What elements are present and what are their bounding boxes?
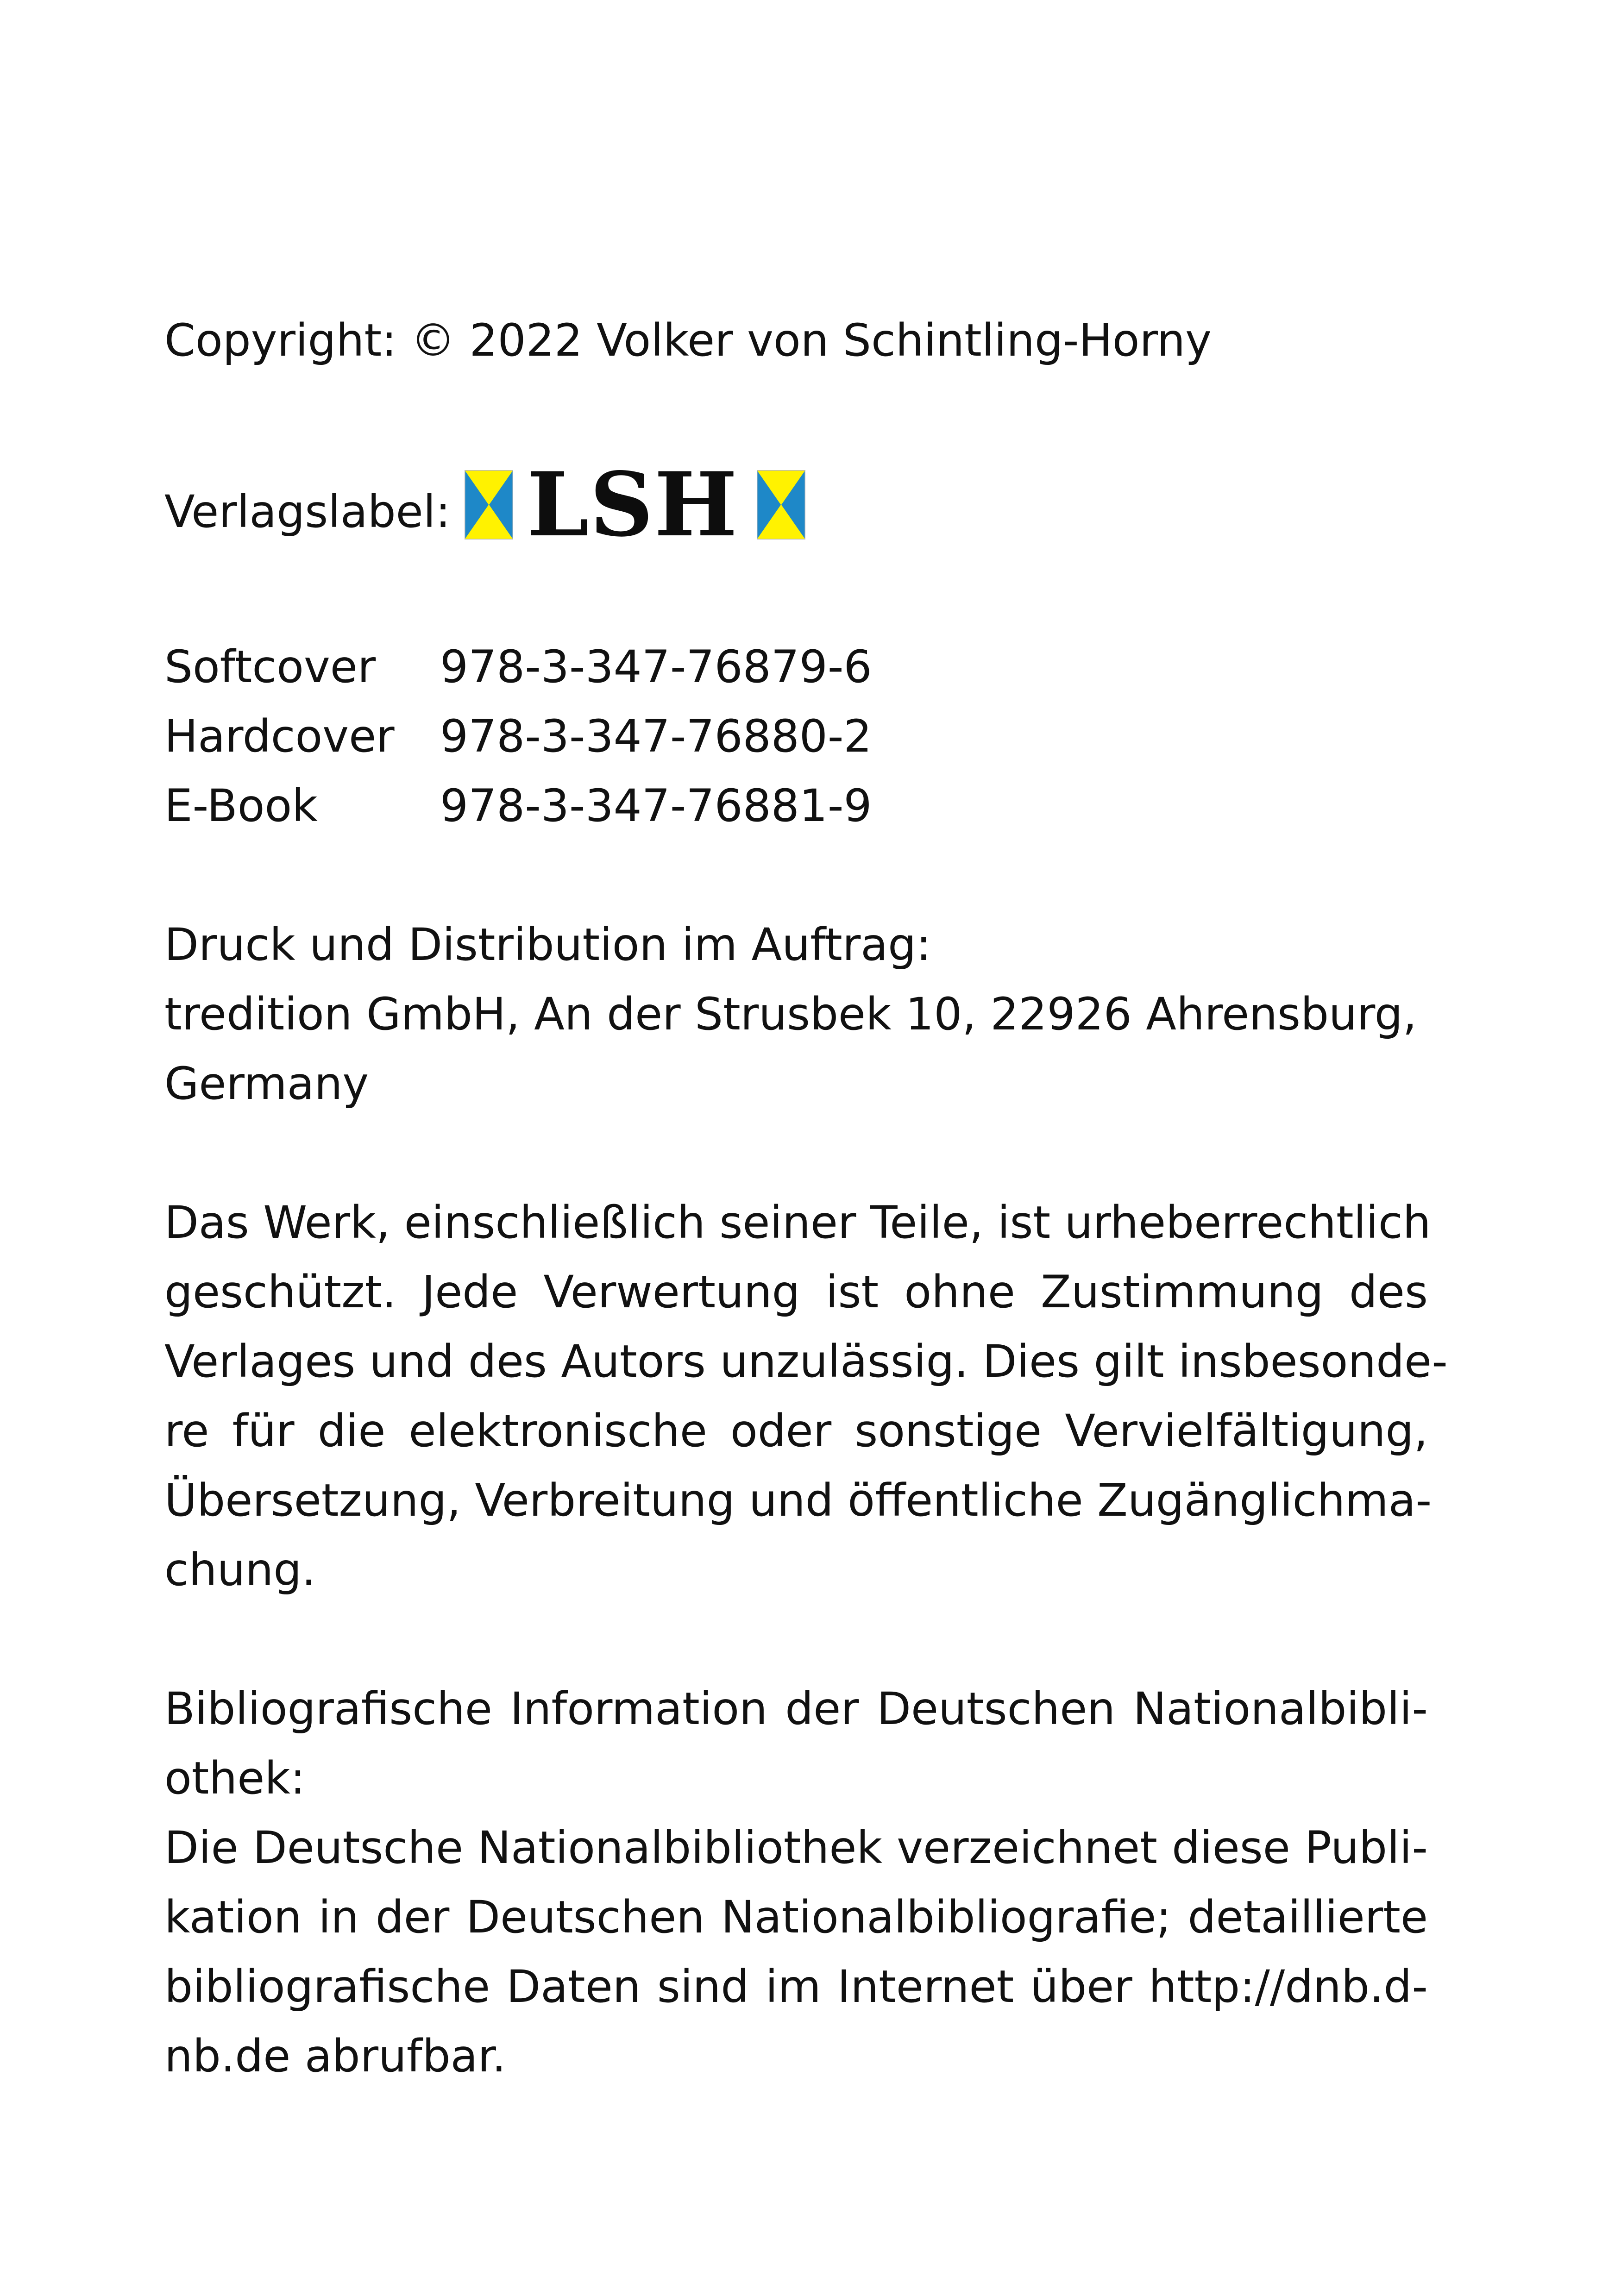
isbn-number: 978-3-347-76880-2: [440, 710, 872, 762]
logo-text: LSH: [527, 453, 739, 556]
rights-line: Übersetzung, Verbreitung und öffentliche Zugänglichma-: [164, 1474, 1432, 1526]
publisher-label-row: [164, 453, 805, 556]
isbn-number: 978-3-347-76881-9: [440, 780, 872, 832]
logo-left-mark-icon: [465, 470, 513, 539]
bibliographic-line: othek:: [164, 1752, 306, 1804]
publisher-logo: [465, 453, 805, 556]
copyright-line: Copyright: © 2022 Volker von Schintling-Horny: [164, 314, 1212, 366]
rights-line: chung.: [164, 1544, 316, 1596]
bibliographic-line: kation in der Deutschen Nationalbibliografie; detaillierte: [164, 1891, 1428, 1943]
isbn-type: E-Book: [164, 780, 318, 832]
rights-line: re für die elektronische oder sonstige Vervielfältigung,: [164, 1405, 1428, 1457]
bibliographic-line: nb.de abrufbar.: [164, 2030, 506, 2082]
rights-line: Verlages und des Autors unzulässig. Dies gilt insbesonde-: [164, 1336, 1448, 1387]
distribution-address: tredition GmbH, An der Strusbek 10, 22926 Ahrensburg,: [164, 988, 1417, 1040]
bibliographic-line: Bibliografische Information der Deutschen Nationalbibli-: [164, 1683, 1428, 1735]
rights-line: Das Werk, einschließlich seiner Teile, ist urheberrechtlich: [164, 1197, 1431, 1248]
bibliographic-line: bibliografische Daten sind im Internet über http://dnb.d-: [164, 1961, 1428, 2013]
logo-right-mark-icon: [757, 470, 805, 539]
isbn-row-hardcover: [164, 702, 872, 771]
distribution-country: Germany: [164, 1058, 369, 1110]
isbn-type: Hardcover: [164, 710, 395, 762]
rights-line: geschützt. Jede Verwertung ist ohne Zustimmung des: [164, 1266, 1428, 1318]
isbn-row-softcover: [164, 632, 872, 702]
imprint-page: [164, 0, 1448, 2296]
isbn-row-ebook: [164, 771, 872, 841]
isbn-number: 978-3-347-76879-6: [440, 641, 872, 693]
bibliographic-line: Die Deutsche Nationalbibliothek verzeichnet diese Publi-: [164, 1822, 1428, 1874]
publisher-label-prefix: Verlagslabel:: [164, 486, 451, 538]
distribution-heading: Druck und Distribution im Auftrag:: [164, 919, 931, 971]
isbn-type: Softcover: [164, 641, 376, 693]
